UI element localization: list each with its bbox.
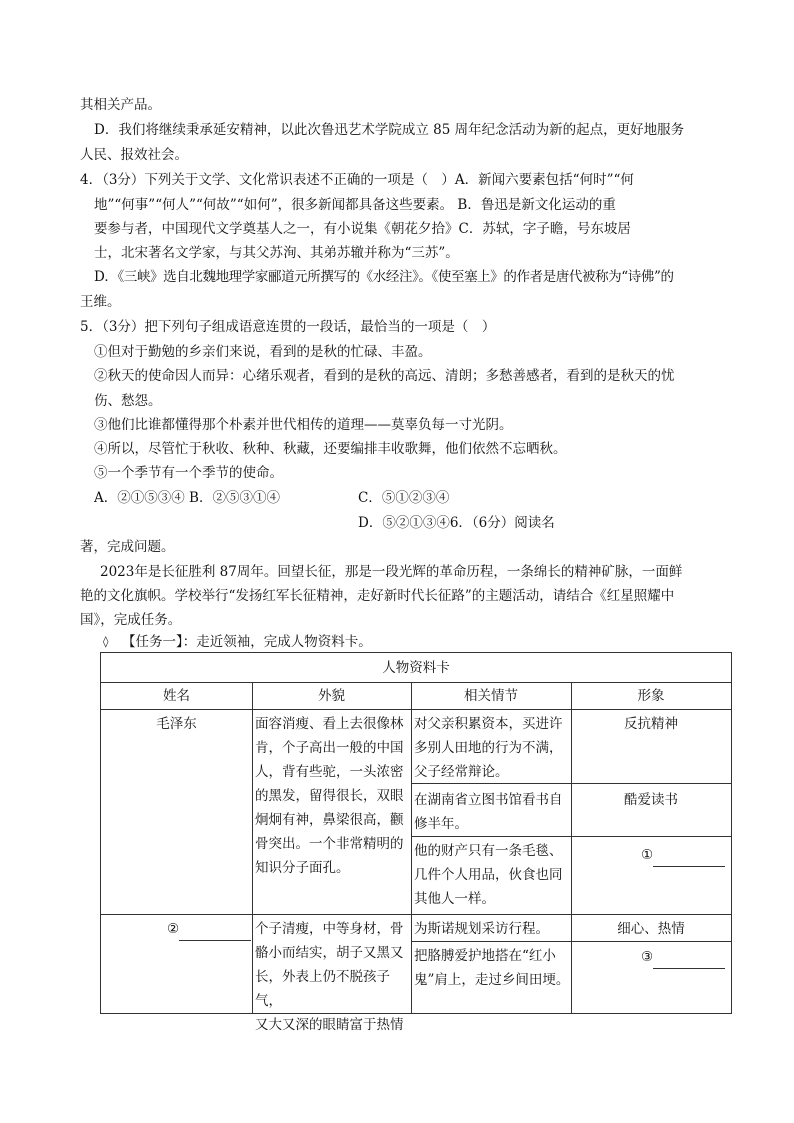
sentence-4: ④所以，尽管忙于秋收、秋种、秋藏，还要编排丰收歌舞，他们依然不忘晒秋。 bbox=[94, 441, 567, 457]
task-one-title: 【任务一】：走近领袖，完成人物资料卡。 bbox=[122, 634, 372, 650]
plot-cell: 他的财产只有一条毛毯、 几件个人用品，伙食也同 其他人一样。 bbox=[414, 843, 563, 907]
option-d-question-6: D．⑤②①③④6．（6分）阅读名 bbox=[358, 515, 555, 531]
question-5: 5．（3分）把下列句子组成语意连贯的一段话，最恰当的一项是（ ） bbox=[80, 319, 496, 335]
text-line: 要参与者，中国现代文学奠基人之一，有小说集《朝花夕拾》C．苏轼，字子瞻，号东坡居 bbox=[94, 221, 631, 237]
sentence-2: ②秋天的使命因人而异：心绪乐观者，看到的是秋的高远、清朗；多愁善感者，看到的是秋天的忧 bbox=[94, 368, 675, 384]
text-line: 士，北宋著名文学家，与其父苏洵、其弟苏辙并称为“三苏”。 bbox=[94, 245, 459, 261]
option-c: C．⑤①②③④ bbox=[358, 490, 450, 506]
answer-blank-2[interactable]: ② bbox=[167, 917, 252, 941]
sentence-5: ⑤一个季节有一个季节的使命。 bbox=[94, 465, 283, 481]
appearance-cell: 面容消瘦、看上去很像林 肯，个子高出一般的中国 人，背有些驼，一头浓密 的黑发，留得很长，双眼 炯炯有神，鼻梁很高，颧 骨突出。一个非常精明的 知识分子面孔。 bbox=[255, 716, 404, 876]
image-cell: 细心、热情 bbox=[617, 921, 685, 937]
plot-cell: 为斯诺规划采访行程。 bbox=[414, 921, 549, 937]
appearance-cell: 个子清瘦，中等身材，骨 骼小而结实，胡子又黑又 长，外表上仍不脱孩子气， 又大又深的眼睛富于热情 bbox=[255, 921, 404, 1033]
text-line: 地”“何事”“何人”“何故”“如何”，很多新闻都具备这些要素。 B．鲁迅是新文化运动的重 bbox=[94, 197, 616, 213]
text-line: 王维。 bbox=[80, 294, 121, 310]
text-line: 人民、报效社会。 bbox=[80, 147, 188, 163]
option-d-text: D．我们将继续秉承延安精神，以此次鲁迅艺术学院成立 85 周年纪念活动为新的起点，更好地服务 bbox=[94, 122, 685, 138]
plot-cell: 对父亲积累资本，买进许 多别人田地的行为不满， 父子经常辩论。 bbox=[414, 716, 563, 780]
question-4: 4．（3分）下列关于文学、文化常识表述不正确的一项是（ ）A．新闻六要素包括“何时”“何 bbox=[80, 172, 634, 188]
header-plot: 相关情节 bbox=[464, 688, 518, 704]
text-line: 著，完成问题。 bbox=[80, 539, 175, 555]
sentence-1: ①但对于勤勉的乡亲们来说，看到的是秋的忙碌、丰盈。 bbox=[94, 344, 432, 360]
answer-blank-1[interactable]: ① bbox=[641, 843, 731, 867]
header-appearance: 外貌 bbox=[318, 688, 345, 704]
table-title: 人物资料卡 bbox=[382, 660, 450, 676]
text-line: D．《三峡》选自北魏地理学家郦道元所撰写的《水经注》。《使至塞上》的作者是唐代被称为“诗佛”的 bbox=[94, 269, 674, 285]
image-cell: 反抗精神 bbox=[624, 716, 678, 732]
name-cell: 毛泽东 bbox=[156, 716, 197, 732]
profile-card-table bbox=[100, 652, 732, 1033]
text-line: 其相关产品。 bbox=[80, 97, 161, 113]
plot-cell: 在湖南省立图书馆看书自 修半年。 bbox=[414, 792, 563, 832]
sentence-3: ③他们比谁都懂得那个朴素并世代相传的道理——莫辜负每一寸光阴。 bbox=[94, 417, 513, 433]
plot-cell: 把胳膊爱护地搭在“红小 鬼”肩上，走过乡间田埂。 bbox=[414, 948, 570, 988]
header-name: 姓名 bbox=[163, 688, 190, 704]
options-ab: A．②①⑤③④ B．②⑤③①④ bbox=[94, 490, 280, 506]
paragraph-line: 艳的文化旗帜。学校举行“发扬红军长征精神，走好新时代长征路”的主题活动，请结合《红星照耀中 bbox=[80, 588, 675, 604]
paragraph-line: 2023年是长征胜利 87周年。回望长征，那是一段光辉的革命历程，一条绵长的精神矿脉，一面鲜 bbox=[100, 564, 683, 580]
text-line: 伤、愁怨。 bbox=[94, 393, 162, 409]
paragraph-line: 国》，完成任务。 bbox=[80, 612, 182, 628]
header-image: 形象 bbox=[637, 688, 665, 704]
image-cell: 酷爱读书 bbox=[624, 792, 678, 808]
answer-blank-3[interactable]: ③ bbox=[641, 945, 731, 969]
bullet-icon: ◊ bbox=[103, 635, 109, 648]
